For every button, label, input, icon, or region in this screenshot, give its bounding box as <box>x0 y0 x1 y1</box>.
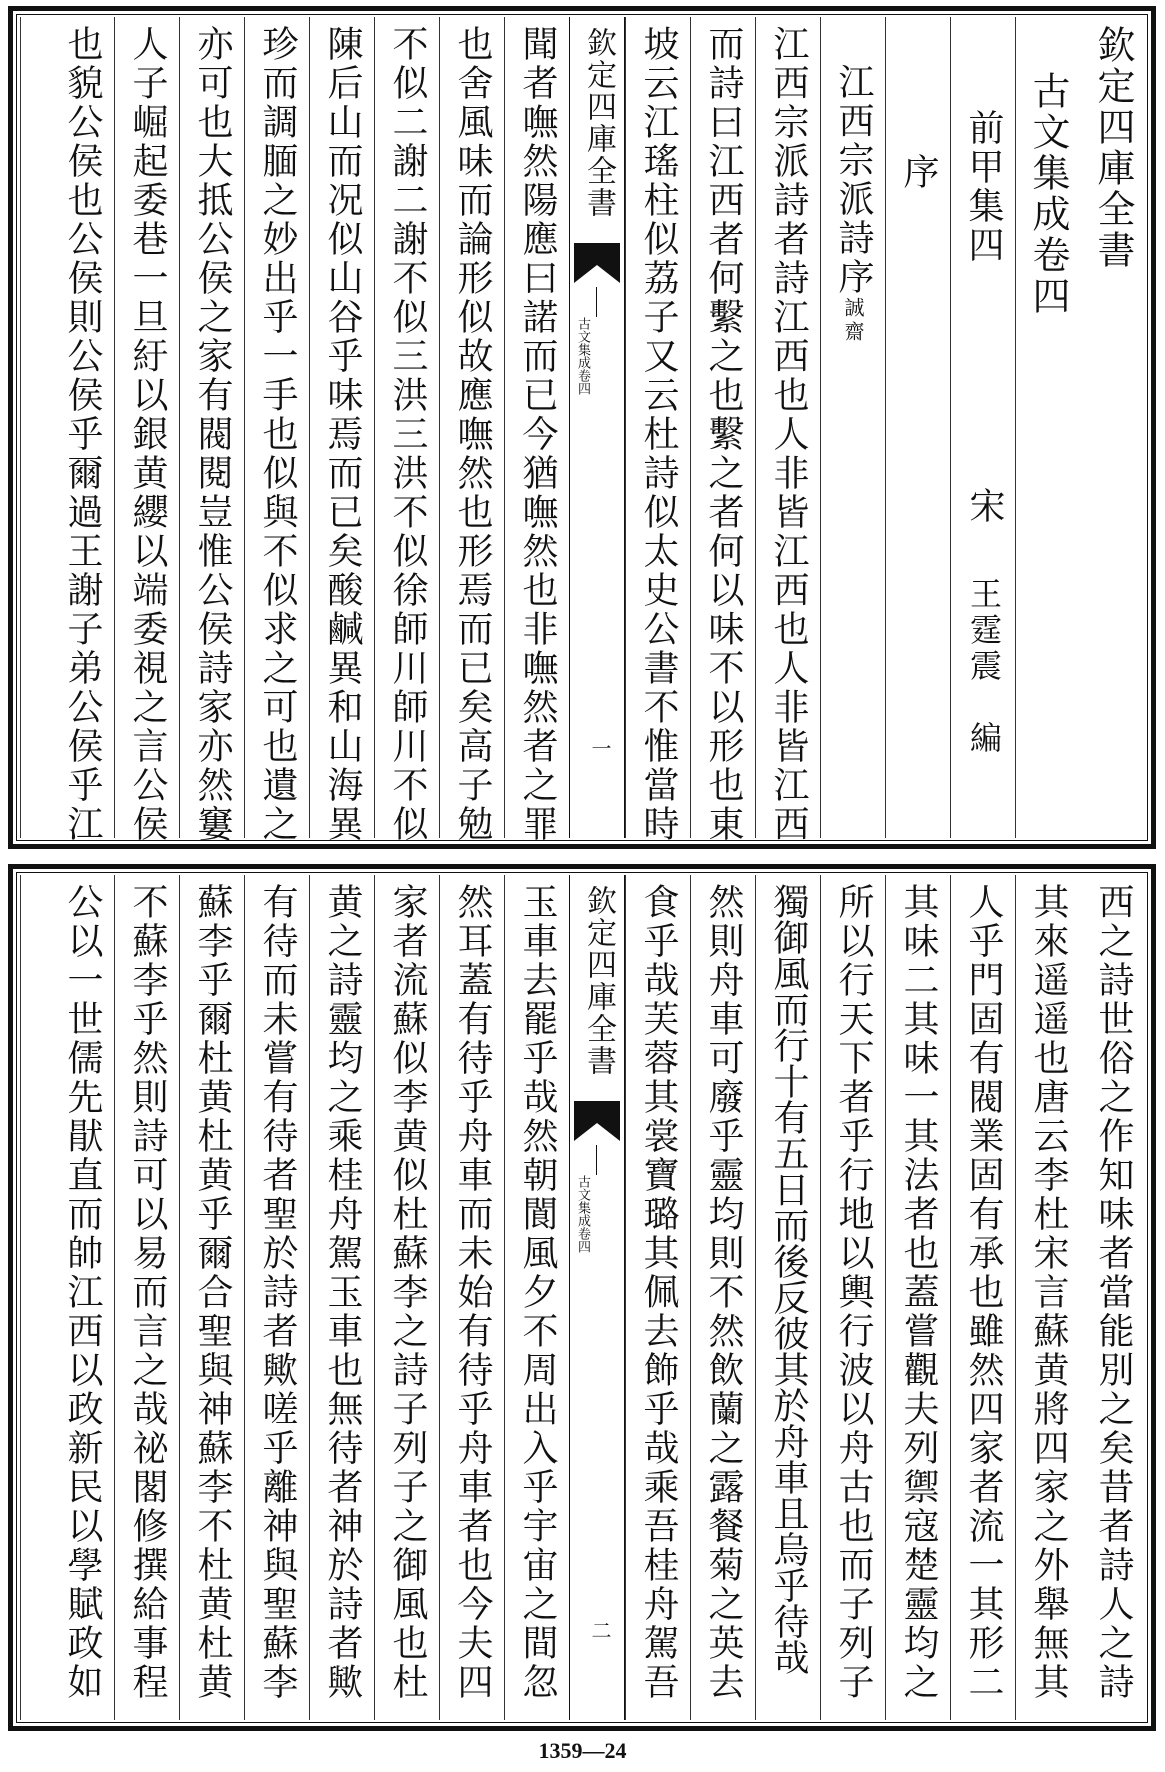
fishtail-mark-icon <box>574 243 620 283</box>
fold-line <box>596 1145 597 1175</box>
text-line: 而詩曰江西者何繫之也繫之者何以味不以形也東 <box>690 17 755 838</box>
page-footer-number: 1359—24 <box>538 1738 627 1763</box>
text-line: 然耳蓋有待乎舟車而未始有待乎舟車者也今夫四 <box>439 875 504 1720</box>
bottom-page <box>8 864 1156 1731</box>
essay-author: 誠齋 <box>841 297 865 345</box>
dynasty: 宋 <box>964 487 1005 526</box>
top-page <box>8 6 1156 849</box>
text-line: 公以一世儒先猒直而帥江西以政新民以學賦政如 <box>20 875 114 1720</box>
text-line: 也舍風味而論形似故應嘸然也形焉而已矣高子勉 <box>439 17 504 838</box>
section-heading: 序 <box>885 17 950 838</box>
text-line: 有待而未嘗有待者聖於詩者歟嗟乎離神與聖蘇李 <box>244 875 309 1720</box>
header-line: 欽定四庫全書 <box>1091 25 1135 271</box>
text-line: 其味二其味一其法者也蓋嘗觀夫列禦寇楚靈均之 <box>885 875 950 1720</box>
text-line: 食乎哉芙蓉其裳寶璐其佩去飾乎哉乘吾桂舟駕吾 <box>625 875 690 1720</box>
fold-title: 欽定四庫全書 <box>581 27 616 219</box>
text-line: 黄之詩靈均之乘桂舟駕玉車也無待者神於詩者歟 <box>309 875 374 1720</box>
text-line: 陳后山而况似山谷乎味焉而已矣酸鹹異和山海異 <box>309 17 374 838</box>
fold-center <box>569 17 625 838</box>
fold-page-number: 二 <box>588 1620 612 1640</box>
text-line: 坡云江瑤柱似荔子又云杜詩似太史公書不惟當時 <box>625 17 690 838</box>
text-line: 然則舟車可廢乎靈均則不然飲蘭之露餐菊之英去 <box>690 875 755 1720</box>
text-line: 不似二謝二謝不似三洪三洪不似徐師川師川不似 <box>374 17 439 838</box>
compiler-name: 王霆震 編 <box>965 577 1003 757</box>
text-line: 西之詩世俗之作知味者當能別之矣昔者詩人之詩 <box>1093 883 1134 1702</box>
text-line: 人乎門固有閥業固有承也雖然四家者流一其形二 <box>950 875 1015 1720</box>
text-line: 所以行天下者乎行地以輿行波以舟古也而子列子 <box>820 875 885 1720</box>
fold-line <box>596 287 597 317</box>
text-line: 獨御風而行十有五日而後反彼其於舟車且烏乎待哉 <box>755 875 820 1720</box>
text-line: 玉車去罷乎哉然朝閬風夕不周出入乎宇宙之間忽 <box>504 875 569 1720</box>
text-line: 不蘇李乎然則詩可以易而言之哉祕閣修撰給事程 <box>114 875 179 1720</box>
text-line: 人子崛起委巷一旦紆以銀黄纓以端委視之言公侯 <box>114 17 179 838</box>
volume-name: 前甲集四 <box>950 17 1015 838</box>
essay-title: 江西宗派詩序誠齋 <box>820 17 885 838</box>
text-line: 家者流蘇似李黄似杜蘇李之詩子列子之御風也杜 <box>374 875 439 1720</box>
fishtail-mark-icon <box>574 1101 620 1141</box>
text-line: 珍而調腼之妙出乎一手也似與不似求之可也遺之 <box>244 17 309 838</box>
text-line: 也貌公侯也公侯則公侯乎爾過王謝子弟公侯乎江 <box>20 17 114 838</box>
fold-title: 欽定四庫全書 <box>581 885 616 1077</box>
fold-subtitle: 古文集成卷四 <box>575 1175 590 1253</box>
text-line: 蘇李乎爾杜黄杜黄乎爾合聖與神蘇李不杜黄杜黄 <box>179 875 244 1720</box>
text-line: 江西宗派詩者詩江西也人非皆江西也人非皆江西 <box>755 17 820 838</box>
fold-center <box>569 875 625 1720</box>
fold-page-number: 一 <box>588 738 612 758</box>
text-line: 其來遥遥也唐云李杜宋言蘇黄將四家之外舉無其 <box>1015 875 1080 1720</box>
fold-subtitle: 古文集成卷四 <box>575 317 590 395</box>
text-line: 亦可也大抵公侯之家有閥閱豈惟公侯詩家亦然窶 <box>179 17 244 838</box>
text-line: 聞者嘸然陽應曰諾而已今猶嘸然也非嘸然者之罪 <box>504 17 569 838</box>
book-title-line: 古文集成卷四 宋 王霆震 編 <box>1015 17 1080 838</box>
